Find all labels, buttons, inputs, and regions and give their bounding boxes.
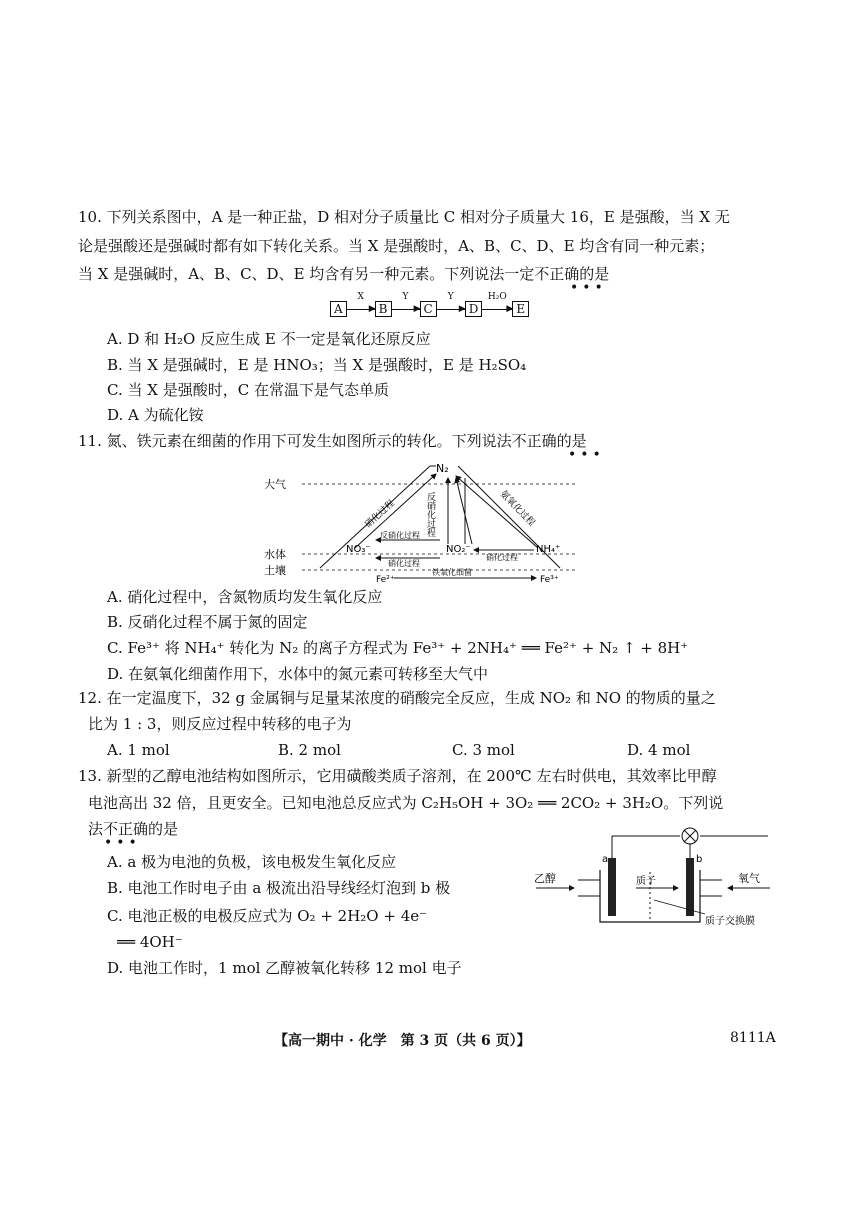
- q11-option-a: A. 硝化过程中，含氮物质均发生氧化反应: [107, 588, 383, 606]
- flow-node-e: E: [512, 301, 529, 317]
- label-denitrification: 反硝化过程: [380, 531, 420, 540]
- footer-code: 8111A: [730, 1030, 776, 1046]
- nh4-label: NH₄⁺: [536, 544, 561, 555]
- q10-option-c: C. 当 X 是强酸时，C 在常温下是气态单质: [107, 381, 389, 399]
- layer-soil: 土壤: [264, 564, 286, 577]
- footer-page-info: 【高一期中 · 化学 第 3 页（共 6 页）】: [274, 1033, 531, 1049]
- label-mid-vertical: 反硝化过程: [425, 492, 435, 537]
- flow-arrow-y1: Y ▶: [392, 302, 420, 316]
- label-iron-bacteria: 铁氧化细菌: [432, 568, 472, 577]
- flow-arrow-y2: Y ▶: [437, 302, 465, 316]
- label-right-slope: 氨氧化过程: [497, 489, 537, 529]
- q10-stem-line-1: 10. 下列关系图中，A 是一种正盐，D 相对分子质量比 C 相对分子质量大 16，E 是强酸，当 X 无: [78, 208, 730, 226]
- q10-option-a: A. D 和 H₂O 反应生成 E 不一定是氧化还原反应: [107, 330, 431, 348]
- q10-option-d: D. A 为硫化铵: [107, 406, 204, 424]
- q10-option-b: B. 当 X 是强碱时，E 是 HNO₃；当 X 是强酸时，E 是 H₂SO₄: [107, 356, 527, 374]
- emphasis-dots: •••: [570, 280, 607, 296]
- membrane-label: 质子交换膜: [705, 916, 755, 927]
- q12-option-a: A. 1 mol: [107, 741, 170, 759]
- q12-option-b: B. 2 mol: [278, 741, 341, 759]
- q13-option-d: D. 电池工作时，1 mol 乙醇被氧化转移 12 mol 电子: [107, 959, 462, 977]
- q12-stem-line-1: 12. 在一定温度下，32 g 金属铜与足量某浓度的硝酸完全反应，生成 NO₂ 和 NO 的物质的量之: [78, 689, 716, 707]
- flow-node-c: C: [420, 301, 437, 317]
- emphasis-dots: •••: [104, 835, 141, 851]
- layer-atmosphere: 大气: [264, 478, 286, 491]
- fuel-cell-diagram: [530, 818, 780, 938]
- bulb-icon: [682, 828, 698, 844]
- label-left-slope: 硝化过程: [363, 498, 397, 531]
- layer-water: 水体: [264, 548, 286, 561]
- q11-stem: 11. 氮、铁元素在细菌的作用下可发生如图所示的转化。下列说法不正确的是: [78, 432, 587, 450]
- no3-label: NO₃⁻: [346, 544, 371, 555]
- q13-option-a: A. a 极为电池的负极，该电极发生氧化反应: [107, 853, 397, 871]
- fe3-label: Fe³⁺: [540, 575, 559, 585]
- q13-stem-line-2: 电池高出 32 倍，且更安全。已知电池总反应式为 C₂H₅OH + 3O₂ ══ 2CO₂ + 3H₂O。下列说: [88, 794, 724, 812]
- q12-option-d: D. 4 mol: [627, 741, 691, 759]
- q13-stem-line-3: 法不正确的是: [88, 820, 179, 838]
- q10-flow-diagram: [330, 291, 529, 317]
- flow-node-a: A: [330, 301, 347, 317]
- flow-node-d: D: [465, 301, 483, 317]
- q13-option-c-cont: ══ 4OH⁻: [117, 933, 183, 951]
- q13-option-b: B. 电池工作时电子由 a 极流出沿导线经灯泡到 b 极: [107, 879, 451, 897]
- label-nitrification-right: 硝化过程: [486, 553, 518, 562]
- nitrogen-cycle-diagram: [260, 458, 580, 586]
- q13-stem-line-1: 13. 新型的乙醇电池结构如图所示，它用磺酸类质子溶剂，在 200℃ 左右时供电，其效率比甲醇: [78, 767, 717, 785]
- emphasis-dots: •••: [568, 447, 605, 463]
- q10-stem-line-3: 当 X 是强碱时，A、B、C、D、E 均含有另一种元素。下列说法一定不正确的是: [78, 265, 610, 283]
- proton-label: 质子: [636, 876, 656, 887]
- oxygen-label: 氧气: [738, 872, 760, 885]
- electrode-a-label: a: [602, 854, 609, 865]
- fe2-label: Fe²⁺: [376, 575, 395, 585]
- n2-label: N₂: [436, 462, 449, 475]
- flow-node-b: B: [375, 301, 392, 317]
- electrode-b-label: b: [696, 854, 703, 865]
- electrode-b: [686, 858, 694, 916]
- q13-option-c: C. 电池正极的电极反应式为 O₂ + 2H₂O + 4e⁻: [107, 907, 428, 925]
- flow-arrow-h2o: H₂O ▶: [482, 302, 512, 316]
- q11-option-b: B. 反硝化过程不属于氮的固定: [107, 613, 308, 631]
- q11-option-d: D. 在氨氧化细菌作用下，水体中的氮元素可转移至大气中: [107, 665, 489, 683]
- q11-option-c: C. Fe³⁺ 将 NH₄⁺ 转化为 N₂ 的离子方程式为 Fe³⁺ + 2NH₄⁺ ══ Fe²⁺ + N₂ ↑ + 8H⁺: [107, 639, 689, 657]
- label-nitrification-left: 硝化过程: [388, 559, 420, 568]
- q12-option-c: C. 3 mol: [452, 741, 515, 759]
- flow-arrow-x: X ▶: [347, 302, 375, 316]
- no2-label: NO₂⁻: [446, 544, 471, 555]
- q12-stem-line-2: 比为 1 : 3，则反应过程中转移的电子为: [88, 715, 352, 733]
- electrode-a: [608, 858, 616, 916]
- q10-stem-line-2: 论是强酸还是强碱时都有如下转化关系。当 X 是强酸时，A、B、C、D、E 均含有同一种元素；: [78, 237, 715, 255]
- ethanol-label: 乙醇: [534, 872, 556, 885]
